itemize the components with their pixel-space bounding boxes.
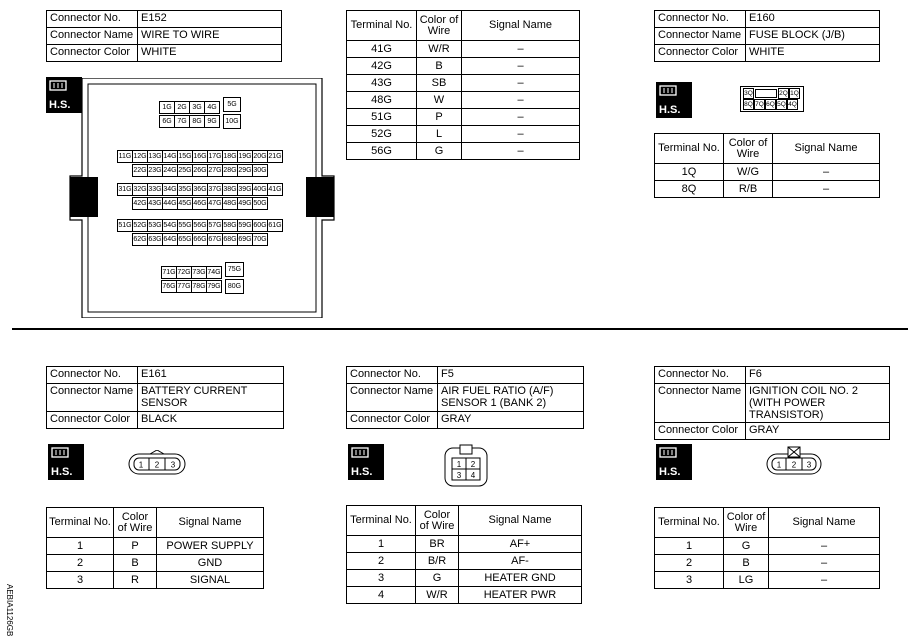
table-row bbox=[655, 181, 880, 198]
signal-name-cell: AF+ bbox=[459, 536, 582, 553]
terminal-no-cell: 3 bbox=[347, 570, 416, 587]
wire-color-cell: W/R bbox=[417, 41, 462, 58]
signal-name-cell: AF- bbox=[459, 553, 582, 570]
e161-connector-color: BLACK bbox=[138, 412, 284, 429]
e152-pin: 54G bbox=[162, 219, 178, 232]
e152-connector-no: E152 bbox=[138, 11, 282, 28]
f6-terminal-table bbox=[654, 507, 880, 589]
terminal-no-cell: 48G bbox=[347, 92, 417, 109]
e152-pin: 49G bbox=[237, 197, 253, 210]
signal-name-cell: – bbox=[773, 164, 880, 181]
wire-color-cell: W bbox=[417, 92, 462, 109]
e152-pin: 1G bbox=[159, 101, 175, 114]
e152-pin: 46G bbox=[192, 197, 208, 210]
f6-pin-3: 3 bbox=[806, 460, 812, 470]
label-connector-name: Connector Name bbox=[655, 384, 746, 423]
f5-connector-info bbox=[346, 366, 584, 429]
e161-terminal-table bbox=[46, 507, 264, 589]
e152-pin: 67G bbox=[207, 233, 223, 246]
table-row bbox=[347, 536, 582, 553]
e152-pin: 25G bbox=[177, 164, 193, 177]
header-terminal-no: Terminal No. bbox=[47, 508, 114, 538]
e152-pin: 32G bbox=[132, 183, 148, 196]
label-connector-name: Connector Name bbox=[347, 384, 438, 412]
wire-color-cell: BR bbox=[416, 536, 459, 553]
label-connector-color: Connector Color bbox=[47, 412, 138, 429]
label-connector-no: Connector No. bbox=[347, 367, 438, 384]
e152-pin: 65G bbox=[177, 233, 193, 246]
f6-connector-name: IGNITION COIL NO. 2 (WITH POWER TRANSISTOR) bbox=[746, 384, 890, 423]
e152-pin: 44G bbox=[162, 197, 178, 210]
terminal-no-cell: 52G bbox=[347, 126, 417, 143]
f6-pin-1: 1 bbox=[776, 460, 782, 470]
wire-color-cell: B/R bbox=[416, 553, 459, 570]
e152-pin: 77G bbox=[176, 280, 192, 293]
header-color-of-wire: Color of Wire bbox=[417, 11, 462, 41]
table-row bbox=[347, 553, 582, 570]
e152-pin: 70G bbox=[252, 233, 268, 246]
e152-pin: 15G bbox=[177, 150, 193, 163]
connector-plug-icon bbox=[351, 447, 369, 461]
e152-pin: 39G bbox=[237, 183, 253, 196]
wire-color-cell: L bbox=[417, 126, 462, 143]
header-color-of-wire: Color of Wire bbox=[416, 506, 459, 536]
e160-pin: 7Q bbox=[755, 101, 764, 108]
f6-connector-color: GRAY bbox=[746, 423, 890, 440]
label-connector-name: Connector Name bbox=[47, 384, 138, 412]
e160-connector-face bbox=[740, 86, 804, 112]
table-row bbox=[655, 538, 880, 555]
wire-color-cell: SB bbox=[417, 75, 462, 92]
hs-label: H.S. bbox=[49, 99, 71, 111]
e152-pin: 47G bbox=[207, 197, 223, 210]
e152-pin: 29G bbox=[237, 164, 253, 177]
terminal-no-cell: 51G bbox=[347, 109, 417, 126]
e152-pin: 76G bbox=[161, 280, 177, 293]
e152-pin: 18G bbox=[222, 150, 238, 163]
e160-connector-name: FUSE BLOCK (J/B) bbox=[746, 28, 880, 45]
header-color-of-wire: Color of Wire bbox=[724, 134, 773, 164]
table-row bbox=[347, 92, 580, 109]
e152-pin: 14G bbox=[162, 150, 178, 163]
header-terminal-no: Terminal No. bbox=[347, 11, 417, 41]
wire-color-cell: R/B bbox=[724, 181, 773, 198]
connector-plug-icon bbox=[49, 80, 67, 94]
table-row bbox=[347, 75, 580, 92]
e152-pin: 41G bbox=[267, 183, 283, 196]
wire-color-cell: B bbox=[724, 555, 769, 572]
f6-harness-side-icon bbox=[656, 444, 692, 480]
signal-name-cell: – bbox=[462, 41, 580, 58]
label-connector-no: Connector No. bbox=[655, 367, 746, 384]
table-row bbox=[347, 41, 580, 58]
e152-pin: 13G bbox=[147, 150, 163, 163]
terminal-no-cell: 56G bbox=[347, 143, 417, 160]
hs-label: H.S. bbox=[351, 466, 373, 478]
e161-pin-2: 2 bbox=[154, 460, 160, 470]
e160-pin: 5Q bbox=[777, 101, 786, 108]
e152-pin: 74G bbox=[206, 266, 222, 279]
e152-pin: 80G bbox=[225, 279, 244, 294]
terminal-no-cell: 2 bbox=[47, 555, 114, 572]
connector-plug-icon bbox=[51, 447, 69, 461]
e152-pin: 38G bbox=[222, 183, 238, 196]
header-color-of-wire: Color of Wire bbox=[724, 508, 769, 538]
e152-pin: 75G bbox=[225, 262, 244, 277]
hs-label: H.S. bbox=[659, 104, 681, 116]
wire-color-cell: G bbox=[724, 538, 769, 555]
table-row bbox=[347, 109, 580, 126]
e160-pin: 4Q bbox=[788, 101, 797, 108]
f5-connector-face bbox=[444, 444, 488, 488]
e152-pin: 19G bbox=[237, 150, 253, 163]
e152-pin: 21G bbox=[267, 150, 283, 163]
signal-name-cell: – bbox=[462, 126, 580, 143]
e160-pin: 1Q bbox=[790, 90, 799, 97]
wire-color-cell: B bbox=[114, 555, 157, 572]
table-row bbox=[347, 126, 580, 143]
e152-pin: 63G bbox=[147, 233, 163, 246]
header-terminal-no: Terminal No. bbox=[655, 134, 724, 164]
wire-color-cell: G bbox=[417, 143, 462, 160]
e160-connector-color: WHITE bbox=[746, 45, 880, 62]
e152-pin: 56G bbox=[192, 219, 208, 232]
e161-pin-3: 3 bbox=[170, 460, 176, 470]
table-row bbox=[47, 538, 264, 555]
e152-pin: 22G bbox=[132, 164, 148, 177]
e152-pin: 66G bbox=[192, 233, 208, 246]
hs-label: H.S. bbox=[659, 466, 681, 478]
wire-color-cell: W/R bbox=[416, 587, 459, 604]
e160-harness-side-icon bbox=[656, 82, 692, 118]
label-connector-color: Connector Color bbox=[47, 45, 138, 62]
terminal-no-cell: 8Q bbox=[655, 181, 724, 198]
label-connector-no: Connector No. bbox=[655, 11, 746, 28]
table-row bbox=[347, 587, 582, 604]
header-signal-name: Signal Name bbox=[157, 508, 264, 538]
e160-terminal-table bbox=[654, 133, 880, 198]
e152-pin: 64G bbox=[162, 233, 178, 246]
e152-pin: 61G bbox=[267, 219, 283, 232]
e152-pin: 8G bbox=[189, 115, 205, 128]
wire-color-cell: R bbox=[114, 572, 157, 589]
e152-pin: 71G bbox=[161, 266, 177, 279]
e152-pin: 27G bbox=[207, 164, 223, 177]
e152-pin: 43G bbox=[147, 197, 163, 210]
signal-name-cell: – bbox=[462, 75, 580, 92]
e152-pin: 37G bbox=[207, 183, 223, 196]
header-terminal-no: Terminal No. bbox=[655, 508, 724, 538]
e152-pin: 33G bbox=[147, 183, 163, 196]
e152-pin: 12G bbox=[132, 150, 148, 163]
table-row bbox=[347, 143, 580, 160]
e160-pin: 3Q bbox=[744, 90, 753, 97]
terminal-no-cell: 1 bbox=[655, 538, 724, 555]
e152-pin: 57G bbox=[207, 219, 223, 232]
f5-pin-3: 3 bbox=[456, 471, 462, 480]
section-divider bbox=[12, 328, 908, 330]
connector-plug-icon bbox=[659, 447, 677, 461]
label-connector-color: Connector Color bbox=[347, 412, 438, 429]
wire-color-cell: P bbox=[114, 538, 157, 555]
e152-pin: 20G bbox=[252, 150, 268, 163]
f6-connector-face bbox=[766, 446, 822, 476]
e161-connector-no: E161 bbox=[138, 367, 284, 384]
e161-harness-side-icon bbox=[48, 444, 84, 480]
signal-name-cell: POWER SUPPLY bbox=[157, 538, 264, 555]
e152-pin: 4G bbox=[204, 101, 220, 114]
f6-pin-2: 2 bbox=[791, 460, 797, 470]
table-row bbox=[655, 572, 880, 589]
label-connector-color: Connector Color bbox=[655, 45, 746, 62]
f5-connector-name: AIR FUEL RATIO (A/F) SENSOR 1 (BANK 2) bbox=[438, 384, 584, 412]
e152-pin: 45G bbox=[177, 197, 193, 210]
e152-pin: 62G bbox=[132, 233, 148, 246]
e160-blank-cavity bbox=[755, 89, 777, 98]
connector-plug-icon bbox=[659, 85, 677, 99]
e152-pin: 53G bbox=[147, 219, 163, 232]
signal-name-cell: – bbox=[769, 538, 880, 555]
signal-name-cell: – bbox=[462, 143, 580, 160]
header-signal-name: Signal Name bbox=[769, 508, 880, 538]
hs-label: H.S. bbox=[51, 466, 73, 478]
wire-color-cell: B bbox=[417, 58, 462, 75]
e152-pin: 72G bbox=[176, 266, 192, 279]
e152-pin: 10G bbox=[223, 114, 241, 129]
e152-pin: 51G bbox=[117, 219, 133, 232]
header-color-of-wire: Color of Wire bbox=[114, 508, 157, 538]
e161-connector-name: BATTERY CURRENT SENSOR bbox=[138, 384, 284, 412]
header-signal-name: Signal Name bbox=[462, 11, 580, 41]
terminal-no-cell: 4 bbox=[347, 587, 416, 604]
e152-pin: 52G bbox=[132, 219, 148, 232]
signal-name-cell: SIGNAL bbox=[157, 572, 264, 589]
f5-pin-1: 1 bbox=[456, 460, 462, 469]
table-row bbox=[47, 555, 264, 572]
e152-pin: 23G bbox=[147, 164, 163, 177]
label-connector-name: Connector Name bbox=[47, 28, 138, 45]
table-row bbox=[47, 572, 264, 589]
e161-pin-1: 1 bbox=[138, 460, 144, 470]
f5-connector-color: GRAY bbox=[438, 412, 584, 429]
f5-harness-side-icon bbox=[348, 444, 384, 480]
terminal-no-cell: 1 bbox=[47, 538, 114, 555]
f5-connector-no: F5 bbox=[438, 367, 584, 384]
e152-pin: 78G bbox=[191, 280, 207, 293]
wire-color-cell: G bbox=[416, 570, 459, 587]
e152-pin: 34G bbox=[162, 183, 178, 196]
terminal-no-cell: 42G bbox=[347, 58, 417, 75]
e152-pin: 73G bbox=[191, 266, 207, 279]
signal-name-cell: – bbox=[773, 181, 880, 198]
wire-color-cell: P bbox=[417, 109, 462, 126]
e160-pin: 2Q bbox=[779, 90, 788, 97]
terminal-no-cell: 3 bbox=[655, 572, 724, 589]
f6-connector-no: F6 bbox=[746, 367, 890, 384]
f5-terminal-table bbox=[346, 505, 582, 604]
e152-pin: 36G bbox=[192, 183, 208, 196]
e152-pin: 3G bbox=[189, 101, 205, 114]
e152-pin: 28G bbox=[222, 164, 238, 177]
signal-name-cell: HEATER GND bbox=[459, 570, 582, 587]
figure-id: AEBIA1126GB bbox=[5, 584, 14, 637]
e152-pin: 11G bbox=[117, 150, 133, 163]
wire-color-cell: LG bbox=[724, 572, 769, 589]
e152-pin: 6G bbox=[159, 115, 175, 128]
e152-pin: 9G bbox=[204, 115, 220, 128]
label-connector-no: Connector No. bbox=[47, 367, 138, 384]
e152-pin: 59G bbox=[237, 219, 253, 232]
e152-pin: 79G bbox=[206, 280, 222, 293]
terminal-no-cell: 3 bbox=[47, 572, 114, 589]
e160-connector-info bbox=[654, 10, 880, 62]
header-signal-name: Signal Name bbox=[773, 134, 880, 164]
e152-pin: 58G bbox=[222, 219, 238, 232]
signal-name-cell: – bbox=[462, 92, 580, 109]
f6-connector-info bbox=[654, 366, 890, 440]
e152-pin: 48G bbox=[222, 197, 238, 210]
e152-pin: 24G bbox=[162, 164, 178, 177]
terminal-no-cell: 41G bbox=[347, 41, 417, 58]
e152-pin: 17G bbox=[207, 150, 223, 163]
e152-pin: 31G bbox=[117, 183, 133, 196]
signal-name-cell: – bbox=[462, 109, 580, 126]
e152-pin: 42G bbox=[132, 197, 148, 210]
e152-pin: 30G bbox=[252, 164, 268, 177]
signal-name-cell: HEATER PWR bbox=[459, 587, 582, 604]
e152-pin: 7G bbox=[174, 115, 190, 128]
e152-pin: 40G bbox=[252, 183, 268, 196]
e152-connector-color: WHITE bbox=[138, 45, 282, 62]
terminal-no-cell: 1Q bbox=[655, 164, 724, 181]
f5-pin-4: 4 bbox=[470, 471, 476, 480]
terminal-no-cell: 2 bbox=[655, 555, 724, 572]
header-terminal-no: Terminal No. bbox=[347, 506, 416, 536]
wire-color-cell: W/G bbox=[724, 164, 773, 181]
terminal-no-cell: 2 bbox=[347, 553, 416, 570]
signal-name-cell: – bbox=[769, 555, 880, 572]
e152-pin: 26G bbox=[192, 164, 208, 177]
header-signal-name: Signal Name bbox=[459, 506, 582, 536]
e152-pin: 69G bbox=[237, 233, 253, 246]
e161-connector-info bbox=[46, 366, 284, 429]
e152-pin: 35G bbox=[177, 183, 193, 196]
signal-name-cell: GND bbox=[157, 555, 264, 572]
signal-name-cell: – bbox=[462, 58, 580, 75]
e152-pin: 16G bbox=[192, 150, 208, 163]
e152-pin: 2G bbox=[174, 101, 190, 114]
terminal-no-cell: 43G bbox=[347, 75, 417, 92]
e152-connector-name: WIRE TO WIRE bbox=[138, 28, 282, 45]
e152-terminal-table bbox=[346, 10, 580, 160]
label-connector-color: Connector Color bbox=[655, 423, 746, 440]
e152-connector-info bbox=[46, 10, 282, 62]
label-connector-name: Connector Name bbox=[655, 28, 746, 45]
e160-pin: 8Q bbox=[744, 101, 753, 108]
signal-name-cell: – bbox=[769, 572, 880, 589]
e152-pin: 68G bbox=[222, 233, 238, 246]
table-row bbox=[655, 555, 880, 572]
label-connector-no: Connector No. bbox=[47, 11, 138, 28]
f5-pin-2: 2 bbox=[470, 460, 476, 469]
e152-pin: 5G bbox=[223, 97, 241, 112]
e160-pin: 6Q bbox=[766, 101, 775, 108]
terminal-no-cell: 1 bbox=[347, 536, 416, 553]
table-row bbox=[655, 164, 880, 181]
e152-pin: 55G bbox=[177, 219, 193, 232]
e152-pin: 50G bbox=[252, 197, 268, 210]
table-row bbox=[347, 570, 582, 587]
table-row bbox=[347, 58, 580, 75]
e161-connector-face bbox=[128, 450, 186, 476]
e160-connector-no: E160 bbox=[746, 11, 880, 28]
e152-pin: 60G bbox=[252, 219, 268, 232]
